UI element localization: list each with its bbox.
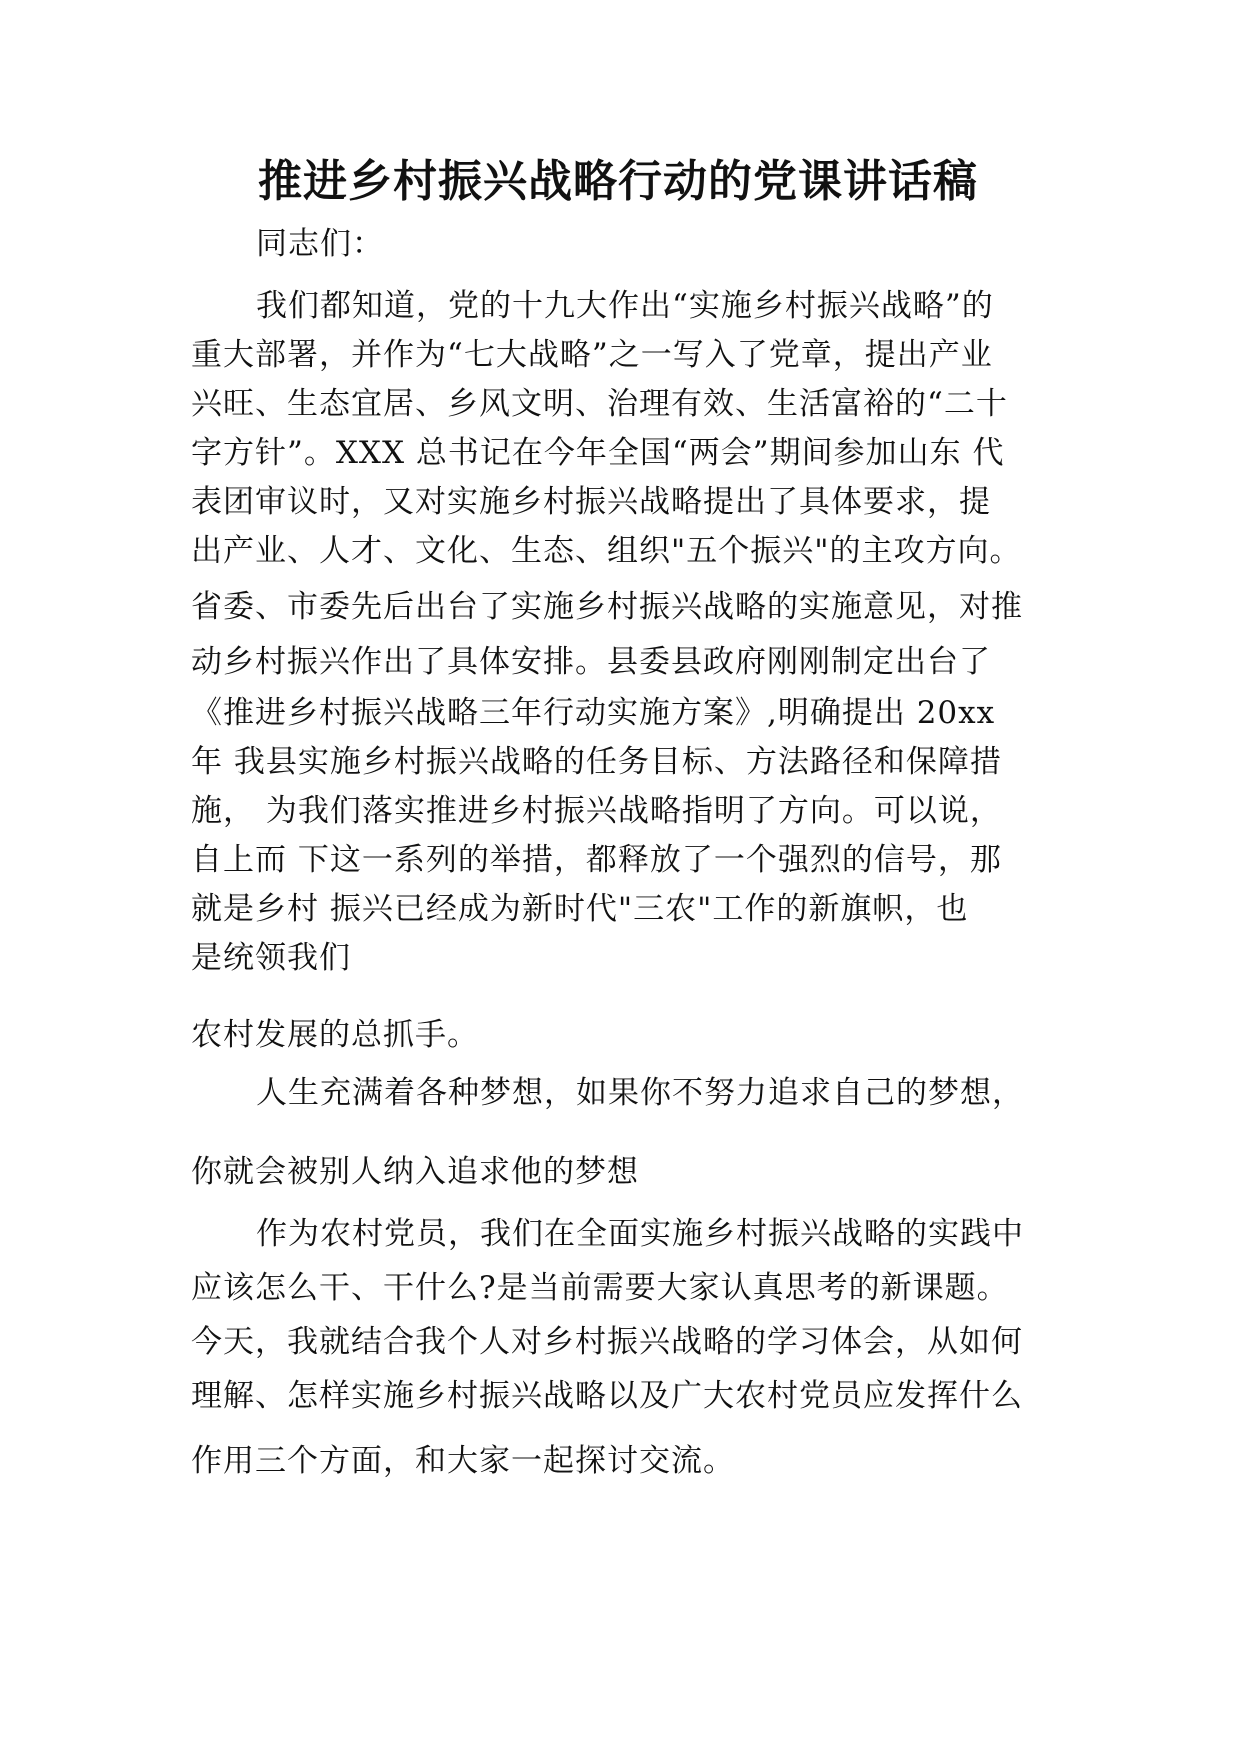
paragraph1-line: 施， 为我们落实推进乡村振兴战略指明了方向。可以说， xyxy=(191,793,1002,829)
paragraph1-line: 就是乡村 振兴已经成为新时代"三农"工作的新旗帜，也 xyxy=(191,891,969,927)
paragraph1-line: 动乡村振兴作出了具体安排。县委县政府刚刚制定出台了 xyxy=(191,644,991,680)
paragraph1-line: 省委、市委先后出台了实施乡村振兴战略的实施意见，对推 xyxy=(191,589,1023,625)
paragraph1-line: 是统领我们 xyxy=(191,940,351,976)
paragraph2-line: 理解、怎样实施乡村振兴战略以及广大农村党员应发挥什么 xyxy=(191,1378,1023,1414)
salutation: 同志们： xyxy=(256,226,384,262)
document-title: 推进乡村振兴战略行动的党课讲话稿 xyxy=(258,156,978,207)
paragraph1-line: 表团审议时，又对实施乡村振兴战略提出了具体要求，提 xyxy=(191,484,991,520)
paragraph2-line: 今天，我就结合我个人对乡村振兴战略的学习体会，从如何 xyxy=(191,1324,1023,1360)
paragraph2-line: 作用三个方面，和大家一起探讨交流。 xyxy=(191,1443,735,1479)
paragraph1-line: 重大部署，并作为“七大战略”之一写入了党章，提出产业 xyxy=(191,337,993,373)
paragraph1-line: 我们都知道，党的十九大作出“实施乡村振兴战略”的 xyxy=(256,288,994,324)
paragraph1-continuation: 农村发展的总抓手。 xyxy=(191,1017,479,1053)
paragraph1-line: 出产业、人才、文化、生态、组织"五个振兴"的主攻方向。 xyxy=(191,533,1022,569)
paragraph1-line: 年 我县实施乡村振兴战略的任务目标、方法路径和保障措 xyxy=(191,744,1002,780)
quote-line: 人生充满着各种梦想，如果你不努力追求自己的梦想， xyxy=(256,1075,1024,1111)
paragraph2-line: 应该怎么干、干什么?是当前需要大家认真思考的新课题。 xyxy=(191,1270,1009,1306)
quote-line: 你就会被别人纳入追求他的梦想 xyxy=(191,1154,639,1190)
paragraph1-line: 兴旺、生态宜居、乡风文明、治理有效、生活富裕的“二十 xyxy=(191,386,1008,422)
paragraph1-line: 自上而 下这一系列的举措，都释放了一个强烈的信号，那 xyxy=(191,842,1002,878)
paragraph1-line: 《推进乡村振兴战略三年行动实施方案》,明确提出 20xx xyxy=(191,695,996,731)
paragraph1-line: 字方针”。XXX 总书记在今年全国“两会”期间参加山东 代 xyxy=(191,435,1005,471)
paragraph2-line: 作为农村党员，我们在全面实施乡村振兴战略的实践中 xyxy=(256,1216,1024,1252)
